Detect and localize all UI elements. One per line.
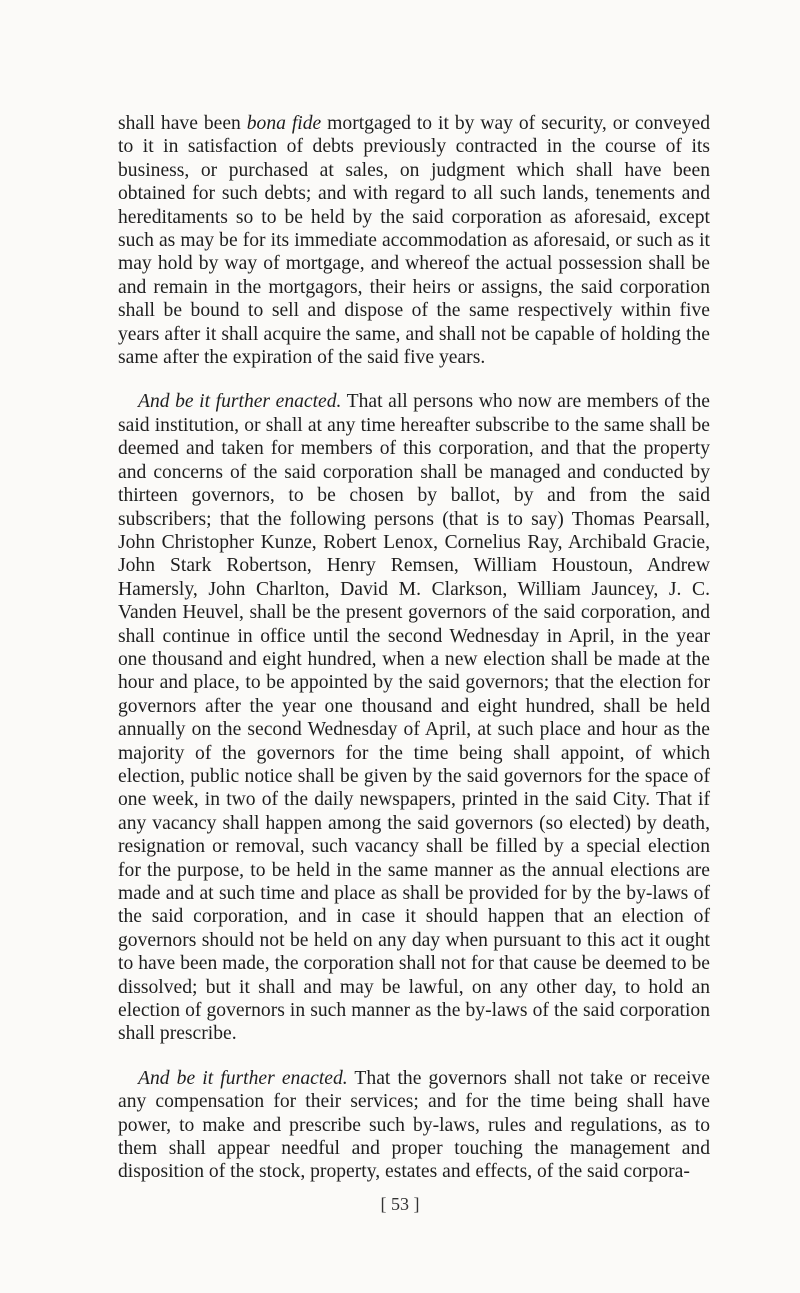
paragraph-3 xyxy=(118,1067,710,1184)
paragraph-3-lead: And be it further enacted. xyxy=(138,1067,348,1089)
body-text xyxy=(118,112,710,1184)
paragraph-1 xyxy=(118,112,710,369)
paragraph-2-lead: And be it further enacted. xyxy=(138,391,342,413)
paragraph-2-text: That all persons who now are members of the said institution, or shall at any time hereafter subscribe to the same shall be deemed and taken for members of this corporation, and that the property and concerns of the said corporation shall be managed and conducted by thirteen governors, to be chosen by ballot, by and from the said subscribers; that the following persons (that is to say) Thomas Pearsall, John Christopher Kunze, Robert Lenox, Cornelius Ray, Archibald Gracie, John Stark Robertson, Henry Remsen, William Houstoun, Andrew Hamersly, John Charlton, David M. Clarkson, William Jauncey, J. C. Vanden Heuvel, shall be the present governors of the said corporation, and shall continue in office until the second Wednesday in April, in the year one thousand and eight hundred, when a new election shall be made at the hour and place, to be appointed by the said governors; that the election for governors after the year one thousand and eight hundred, shall be held annually on the second Wednesday of April, at such place and hour as the majority of the governors for the time being shall appoint, of which election, public notice shall be given by the said governors for the space of one week, in two of the daily newspapers, printed in the said City. That if any vacancy shall happen among the said governors (so elected) by death, resignation or removal, such vacancy shall be filled by a special election for the purpose, to be held in the same manner as the annual elections are made and at such time and place as shall be provided for by the by-laws of the said corporation, and in case it should happen that an election of governors should not be held on any day when pursuant to this act it ought to have been made, the corporation shall not for that cause be deemed to be dissolved; but it shall and may be lawful, on any other day, to hold an election of governors in such manner as the by-laws of the said corporation shall prescribe. xyxy=(118,391,710,1045)
paragraph-3-text: That the governors shall not take or receive any compensation for their services; and for the time being shall have power, to make and prescribe such by-laws, rules and regulations, as to them shall appear needful and proper touching the management and disposition of the stock, property, estates and effects, of the said corpora- xyxy=(118,1067,710,1183)
page-number: [ 53 ] xyxy=(380,1194,420,1214)
paragraph-1-text: shall have been bona fide mortgaged to it by way of security, or conveyed to it in satisfaction of debts previously contracted in the course of its business, or purchased at sales, on judgment which shall have been obtained for such debts; and with regard to all such lands, tenements and hereditaments so to be held by the said corporation as aforesaid, except such as may be for its immediate accommodation as aforesaid, or such as it may hold by way of mortgage, and whereof the actual possession shall be and remain in the mortgagors, their heirs or assigns, the said corporation shall be bound to sell and dispose of the same respectively within five years after it shall acquire the same, and shall not be capable of holding the same after the expiration of the said five years. xyxy=(118,113,711,369)
paragraph-2 xyxy=(118,390,710,1045)
